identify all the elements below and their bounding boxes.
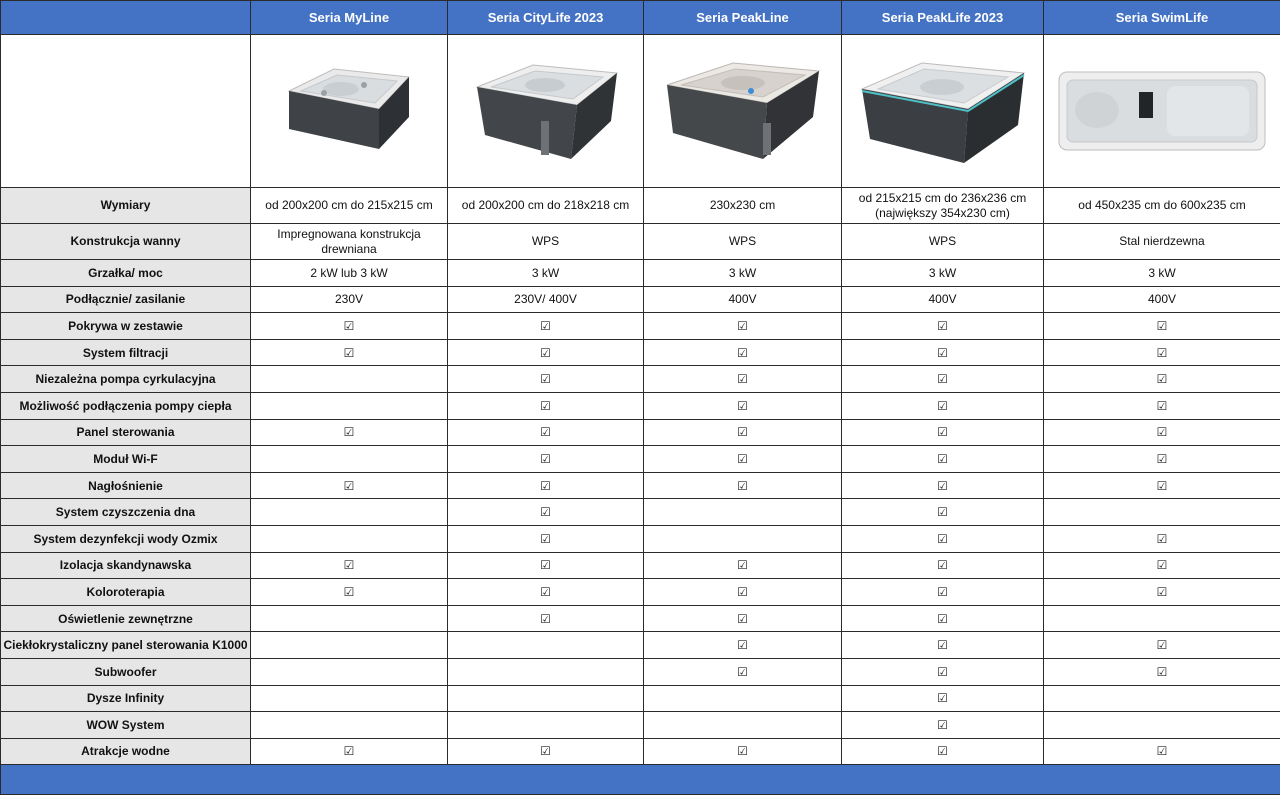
feature-cell-citylife bbox=[448, 579, 644, 606]
feature-cell-swimlife bbox=[1044, 446, 1280, 473]
feature-row-modul-wi-f bbox=[1, 446, 1280, 473]
feature-cell-peakline bbox=[644, 738, 842, 765]
feature-cell-peakline bbox=[644, 313, 842, 340]
footer-band bbox=[1, 765, 1280, 795]
feature-cell-citylife bbox=[448, 685, 644, 712]
feature-cell-swimlife bbox=[1044, 366, 1280, 393]
feature-cell-peaklife bbox=[842, 579, 1044, 606]
checkbox-checked-icon: ☑ bbox=[540, 452, 551, 466]
row-label: Izolacja skandynawska bbox=[1, 552, 251, 579]
spec-value-myline: 230V bbox=[251, 286, 448, 313]
feature-row-cieklokrystaliczny-panel-sterowania-k1000 bbox=[1, 632, 1280, 659]
feature-cell-citylife bbox=[448, 366, 644, 393]
checkbox-checked-icon: ☑ bbox=[540, 399, 551, 413]
feature-cell-citylife bbox=[448, 499, 644, 526]
checkbox-checked-icon: ☑ bbox=[737, 744, 748, 758]
checkbox-checked-icon: ☑ bbox=[737, 425, 748, 439]
feature-cell-myline bbox=[251, 392, 448, 419]
row-label: WOW System bbox=[1, 712, 251, 739]
feature-cell-myline bbox=[251, 525, 448, 552]
feature-cell-peakline bbox=[644, 552, 842, 579]
row-label: Subwoofer bbox=[1, 658, 251, 685]
feature-cell-citylife bbox=[448, 313, 644, 340]
feature-cell-peakline bbox=[644, 712, 842, 739]
feature-cell-myline bbox=[251, 579, 448, 606]
checkbox-checked-icon: ☑ bbox=[937, 532, 948, 546]
spec-value-citylife: od 200x200 cm do 218x218 cm bbox=[448, 188, 644, 224]
feature-cell-citylife bbox=[448, 552, 644, 579]
feature-cell-peaklife bbox=[842, 605, 1044, 632]
checkbox-checked-icon: ☑ bbox=[937, 691, 948, 705]
feature-row-system-dezynfekcji-wody-ozmix bbox=[1, 525, 1280, 552]
checkbox-checked-icon: ☑ bbox=[344, 479, 355, 493]
checkbox-checked-icon: ☑ bbox=[1157, 532, 1168, 546]
checkbox-checked-icon: ☑ bbox=[1157, 665, 1168, 679]
feature-row-system-filtracji bbox=[1, 339, 1280, 366]
feature-cell-citylife bbox=[448, 525, 644, 552]
checkbox-checked-icon: ☑ bbox=[737, 558, 748, 572]
header-row bbox=[1, 1, 1280, 35]
checkbox-checked-icon: ☑ bbox=[1157, 558, 1168, 572]
row-label: Panel sterowania bbox=[1, 419, 251, 446]
checkbox-checked-icon: ☑ bbox=[737, 319, 748, 333]
feature-cell-myline bbox=[251, 552, 448, 579]
row-label: Moduł Wi-F bbox=[1, 446, 251, 473]
checkbox-checked-icon: ☑ bbox=[540, 612, 551, 626]
feature-cell-peakline bbox=[644, 499, 842, 526]
checkbox-checked-icon: ☑ bbox=[1157, 399, 1168, 413]
feature-cell-swimlife bbox=[1044, 499, 1280, 526]
hot-tub-peakline-image bbox=[644, 35, 842, 188]
feature-cell-peakline bbox=[644, 525, 842, 552]
feature-cell-swimlife bbox=[1044, 552, 1280, 579]
checkbox-checked-icon: ☑ bbox=[937, 585, 948, 599]
feature-cell-citylife bbox=[448, 446, 644, 473]
checkbox-checked-icon: ☑ bbox=[737, 346, 748, 360]
feature-cell-swimlife bbox=[1044, 738, 1280, 765]
feature-cell-peakline bbox=[644, 366, 842, 393]
feature-cell-myline bbox=[251, 632, 448, 659]
feature-cell-peaklife bbox=[842, 525, 1044, 552]
feature-cell-peakline bbox=[644, 579, 842, 606]
spec-value-swimlife: od 450x235 cm do 600x235 cm bbox=[1044, 188, 1280, 224]
feature-cell-citylife bbox=[448, 658, 644, 685]
row-label: Grzałka/ moc bbox=[1, 260, 251, 287]
spec-value-peaklife: 400V bbox=[842, 286, 1044, 313]
feature-row-subwoofer bbox=[1, 658, 1280, 685]
feature-cell-myline bbox=[251, 658, 448, 685]
feature-row-pokrywa-w-zestawie bbox=[1, 313, 1280, 340]
checkbox-checked-icon: ☑ bbox=[737, 638, 748, 652]
feature-cell-peaklife bbox=[842, 685, 1044, 712]
spec-value-citylife: 230V/ 400V bbox=[448, 286, 644, 313]
row-label: Niezależna pompa cyrkulacyjna bbox=[1, 366, 251, 393]
spec-value-peakline: 400V bbox=[644, 286, 842, 313]
feature-cell-swimlife bbox=[1044, 525, 1280, 552]
checkbox-checked-icon: ☑ bbox=[540, 479, 551, 493]
checkbox-checked-icon: ☑ bbox=[1157, 372, 1168, 386]
header-swimlife: Seria SwimLife bbox=[1044, 1, 1280, 35]
checkbox-checked-icon: ☑ bbox=[937, 638, 948, 652]
feature-cell-peaklife bbox=[842, 339, 1044, 366]
feature-cell-citylife bbox=[448, 392, 644, 419]
spec-value-swimlife: 3 kW bbox=[1044, 260, 1280, 287]
feature-cell-myline bbox=[251, 419, 448, 446]
feature-row-oswietlenie-zewnetrzne bbox=[1, 605, 1280, 632]
checkbox-checked-icon: ☑ bbox=[1157, 744, 1168, 758]
feature-cell-citylife bbox=[448, 472, 644, 499]
checkbox-checked-icon: ☑ bbox=[1157, 585, 1168, 599]
checkbox-checked-icon: ☑ bbox=[937, 558, 948, 572]
feature-cell-peakline bbox=[644, 658, 842, 685]
feature-cell-myline bbox=[251, 685, 448, 712]
feature-row-mozliwosc-podlaczenia-pompy-ciepla bbox=[1, 392, 1280, 419]
checkbox-checked-icon: ☑ bbox=[540, 585, 551, 599]
row-label: Ciekłokrystaliczny panel sterowania K1000 bbox=[1, 632, 251, 659]
feature-cell-peaklife bbox=[842, 738, 1044, 765]
row-label: Nagłośnienie bbox=[1, 472, 251, 499]
row-label: Podłącznie/ zasilanie bbox=[1, 286, 251, 313]
swim-spa-swimlife-image bbox=[1044, 35, 1280, 188]
header-corner-cell bbox=[1, 1, 251, 35]
feature-row-panel-sterowania bbox=[1, 419, 1280, 446]
checkbox-checked-icon: ☑ bbox=[937, 744, 948, 758]
hot-tub-peaklife-image bbox=[842, 35, 1044, 188]
checkbox-checked-icon: ☑ bbox=[737, 585, 748, 599]
checkbox-checked-icon: ☑ bbox=[1157, 452, 1168, 466]
feature-cell-peakline bbox=[644, 419, 842, 446]
feature-cell-swimlife bbox=[1044, 419, 1280, 446]
spec-value-peakline: 3 kW bbox=[644, 260, 842, 287]
feature-cell-myline bbox=[251, 605, 448, 632]
feature-row-system-czyszczenia-dna bbox=[1, 499, 1280, 526]
checkbox-checked-icon: ☑ bbox=[937, 718, 948, 732]
checkbox-checked-icon: ☑ bbox=[1157, 346, 1168, 360]
spec-value-myline: od 200x200 cm do 215x215 cm bbox=[251, 188, 448, 224]
checkbox-checked-icon: ☑ bbox=[344, 319, 355, 333]
checkbox-checked-icon: ☑ bbox=[737, 665, 748, 679]
spec-value-myline: Impregnowana konstrukcja drewniana bbox=[251, 224, 448, 260]
feature-cell-swimlife bbox=[1044, 392, 1280, 419]
spec-value-myline: 2 kW lub 3 kW bbox=[251, 260, 448, 287]
feature-cell-peakline bbox=[644, 685, 842, 712]
checkbox-checked-icon: ☑ bbox=[937, 346, 948, 360]
feature-cell-peaklife bbox=[842, 658, 1044, 685]
feature-cell-peaklife bbox=[842, 313, 1044, 340]
row-label: Dysze Infinity bbox=[1, 685, 251, 712]
feature-cell-peaklife bbox=[842, 712, 1044, 739]
checkbox-checked-icon: ☑ bbox=[344, 585, 355, 599]
header-peaklife: Seria PeakLife 2023 bbox=[842, 1, 1044, 35]
spec-value-peakline: WPS bbox=[644, 224, 842, 260]
checkbox-checked-icon: ☑ bbox=[737, 452, 748, 466]
image-row bbox=[1, 35, 1280, 188]
header-peakline: Seria PeakLine bbox=[644, 1, 842, 35]
image-corner-cell bbox=[1, 35, 251, 188]
checkbox-checked-icon: ☑ bbox=[1157, 425, 1168, 439]
spec-value-peaklife: WPS bbox=[842, 224, 1044, 260]
row-label: System dezynfekcji wody Ozmix bbox=[1, 525, 251, 552]
feature-cell-myline bbox=[251, 366, 448, 393]
spec-value-peaklife: 3 kW bbox=[842, 260, 1044, 287]
checkbox-checked-icon: ☑ bbox=[1157, 638, 1168, 652]
checkbox-checked-icon: ☑ bbox=[540, 505, 551, 519]
feature-cell-swimlife bbox=[1044, 712, 1280, 739]
feature-row-koloroterapia bbox=[1, 579, 1280, 606]
spec-value-swimlife: 400V bbox=[1044, 286, 1280, 313]
feature-row-izolacja-skandynawska bbox=[1, 552, 1280, 579]
hot-tub-citylife-image bbox=[448, 35, 644, 188]
feature-cell-citylife bbox=[448, 632, 644, 659]
checkbox-checked-icon: ☑ bbox=[937, 372, 948, 386]
feature-cell-peaklife bbox=[842, 499, 1044, 526]
spec-value-peakline: 230x230 cm bbox=[644, 188, 842, 224]
row-label: Koloroterapia bbox=[1, 579, 251, 606]
feature-cell-swimlife bbox=[1044, 472, 1280, 499]
feature-row-naglosnienie bbox=[1, 472, 1280, 499]
checkbox-checked-icon: ☑ bbox=[344, 425, 355, 439]
checkbox-checked-icon: ☑ bbox=[737, 479, 748, 493]
feature-cell-swimlife bbox=[1044, 632, 1280, 659]
feature-cell-myline bbox=[251, 446, 448, 473]
checkbox-checked-icon: ☑ bbox=[1157, 479, 1168, 493]
checkbox-checked-icon: ☑ bbox=[540, 372, 551, 386]
checkbox-checked-icon: ☑ bbox=[540, 558, 551, 572]
feature-cell-peaklife bbox=[842, 392, 1044, 419]
row-label: Konstrukcja wanny bbox=[1, 224, 251, 260]
checkbox-checked-icon: ☑ bbox=[737, 612, 748, 626]
feature-cell-peaklife bbox=[842, 446, 1044, 473]
feature-cell-myline bbox=[251, 313, 448, 340]
feature-cell-swimlife bbox=[1044, 313, 1280, 340]
checkbox-checked-icon: ☑ bbox=[540, 346, 551, 360]
feature-cell-peakline bbox=[644, 446, 842, 473]
checkbox-checked-icon: ☑ bbox=[937, 505, 948, 519]
header-citylife: Seria CityLife 2023 bbox=[448, 1, 644, 35]
feature-cell-citylife bbox=[448, 738, 644, 765]
feature-cell-citylife bbox=[448, 712, 644, 739]
row-label: Wymiary bbox=[1, 188, 251, 224]
row-label: Atrakcje wodne bbox=[1, 738, 251, 765]
checkbox-checked-icon: ☑ bbox=[737, 399, 748, 413]
feature-cell-peaklife bbox=[842, 419, 1044, 446]
feature-cell-citylife bbox=[448, 419, 644, 446]
feature-cell-swimlife bbox=[1044, 685, 1280, 712]
feature-cell-myline bbox=[251, 738, 448, 765]
spec-row-podlacznie-zasilanie bbox=[1, 286, 1280, 313]
feature-cell-peaklife bbox=[842, 552, 1044, 579]
checkbox-checked-icon: ☑ bbox=[737, 372, 748, 386]
checkbox-checked-icon: ☑ bbox=[540, 532, 551, 546]
feature-cell-peakline bbox=[644, 339, 842, 366]
checkbox-checked-icon: ☑ bbox=[344, 346, 355, 360]
feature-cell-swimlife bbox=[1044, 579, 1280, 606]
spec-row-wymiary bbox=[1, 188, 1280, 224]
feature-row-dysze-infinity bbox=[1, 685, 1280, 712]
feature-cell-peaklife bbox=[842, 632, 1044, 659]
checkbox-checked-icon: ☑ bbox=[937, 399, 948, 413]
row-label: Możliwość podłączenia pompy ciepła bbox=[1, 392, 251, 419]
feature-cell-peakline bbox=[644, 392, 842, 419]
feature-cell-peakline bbox=[644, 632, 842, 659]
feature-cell-peaklife bbox=[842, 472, 1044, 499]
spec-value-citylife: 3 kW bbox=[448, 260, 644, 287]
checkbox-checked-icon: ☑ bbox=[344, 744, 355, 758]
feature-cell-myline bbox=[251, 499, 448, 526]
checkbox-checked-icon: ☑ bbox=[937, 612, 948, 626]
feature-cell-swimlife bbox=[1044, 658, 1280, 685]
row-label: System filtracji bbox=[1, 339, 251, 366]
spec-value-citylife: WPS bbox=[448, 224, 644, 260]
feature-cell-myline bbox=[251, 339, 448, 366]
feature-cell-myline bbox=[251, 712, 448, 739]
feature-cell-swimlife bbox=[1044, 339, 1280, 366]
checkbox-checked-icon: ☑ bbox=[540, 319, 551, 333]
row-label: Oświetlenie zewnętrzne bbox=[1, 605, 251, 632]
checkbox-checked-icon: ☑ bbox=[344, 558, 355, 572]
row-label: System czyszczenia dna bbox=[1, 499, 251, 526]
feature-cell-myline bbox=[251, 472, 448, 499]
hot-tub-myline-image bbox=[251, 35, 448, 188]
checkbox-checked-icon: ☑ bbox=[937, 425, 948, 439]
feature-cell-citylife bbox=[448, 605, 644, 632]
feature-row-wow-system bbox=[1, 712, 1280, 739]
feature-row-niezalezna-pompa-cyrkulacyjna bbox=[1, 366, 1280, 393]
row-label: Pokrywa w zestawie bbox=[1, 313, 251, 340]
checkbox-checked-icon: ☑ bbox=[1157, 319, 1168, 333]
header-myline: Seria MyLine bbox=[251, 1, 448, 35]
checkbox-checked-icon: ☑ bbox=[937, 319, 948, 333]
checkbox-checked-icon: ☑ bbox=[540, 744, 551, 758]
feature-cell-peaklife bbox=[842, 366, 1044, 393]
feature-cell-citylife bbox=[448, 339, 644, 366]
footer-band-cell bbox=[1, 765, 1280, 795]
checkbox-checked-icon: ☑ bbox=[937, 479, 948, 493]
spec-row-grzalka-moc bbox=[1, 260, 1280, 287]
checkbox-checked-icon: ☑ bbox=[937, 665, 948, 679]
feature-cell-peakline bbox=[644, 605, 842, 632]
feature-cell-peakline bbox=[644, 472, 842, 499]
feature-row-atrakcje-wodne bbox=[1, 738, 1280, 765]
spec-value-swimlife: Stal nierdzewna bbox=[1044, 224, 1280, 260]
checkbox-checked-icon: ☑ bbox=[540, 425, 551, 439]
spec-row-konstrukcja-wanny bbox=[1, 224, 1280, 260]
checkbox-checked-icon: ☑ bbox=[937, 452, 948, 466]
feature-cell-swimlife bbox=[1044, 605, 1280, 632]
spec-value-peaklife: od 215x215 cm do 236x236 cm (największy 354x230 cm) bbox=[842, 188, 1044, 224]
